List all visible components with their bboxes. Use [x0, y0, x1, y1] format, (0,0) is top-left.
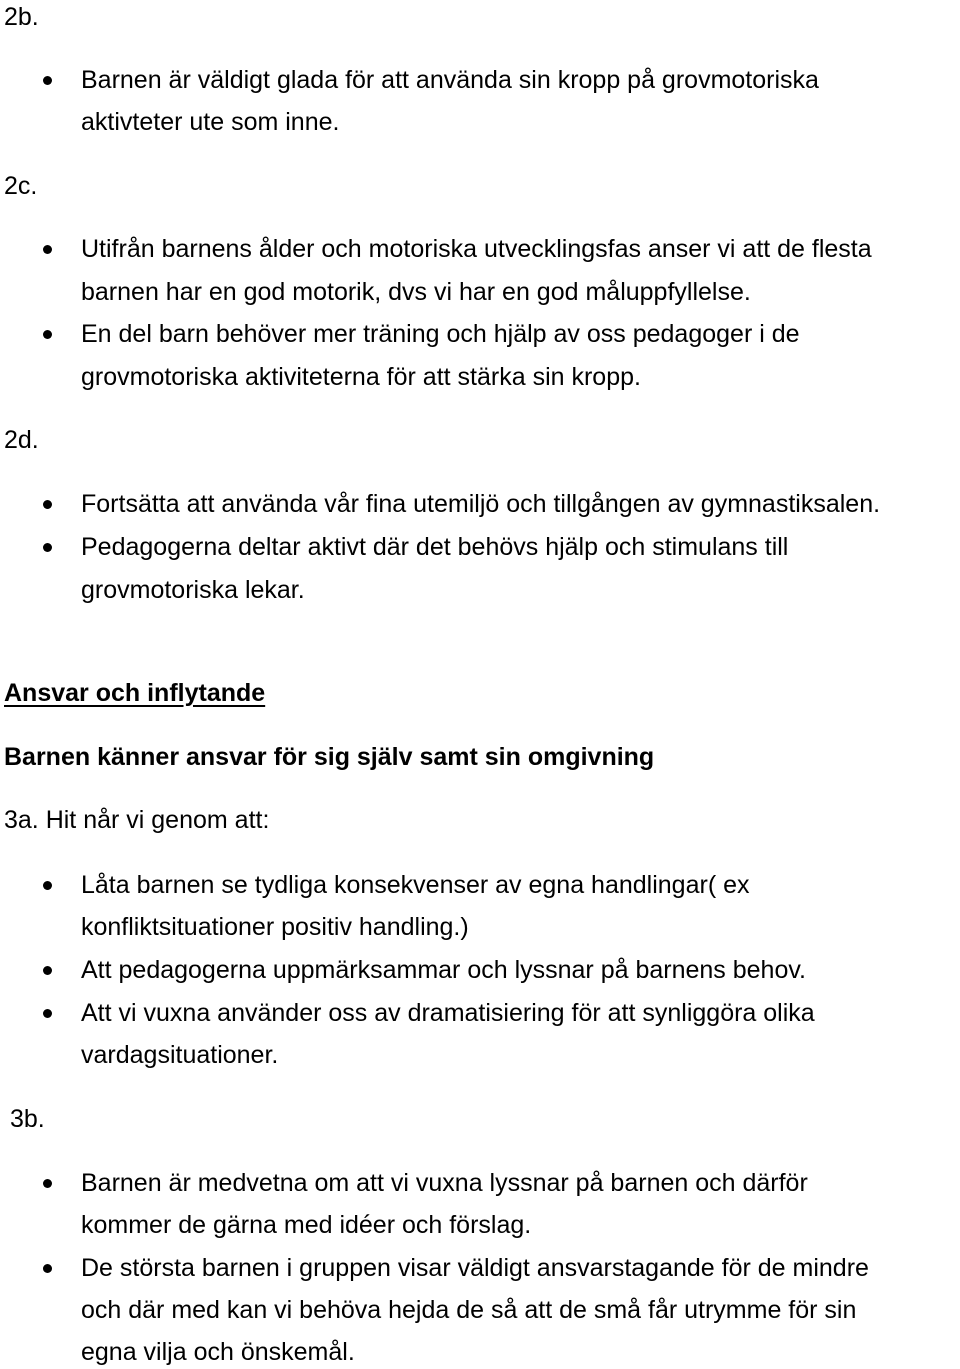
list-item-text: Låta barnen se tydliga konsekvenser av egna handlingar( ex: [81, 871, 750, 899]
list-item-text: De största barnen i gruppen visar väldigt ansvarstagande för de mindre: [81, 1254, 869, 1282]
list-item-text: och där med kan vi behöva hejda de så att de små får utrymme för sin: [81, 1296, 857, 1324]
list-item-text: grovmotoriska lekar.: [81, 576, 305, 604]
section-title: Ansvar och inflytande: [4, 679, 266, 707]
list-item-text: grovmotoriska aktiviteterna för att stärka sin kropp.: [81, 363, 641, 391]
bullet-icon: [43, 1009, 52, 1018]
list-item-text: aktivteter ute som inne.: [81, 108, 340, 136]
section-label-2d: 2d.: [4, 426, 39, 454]
bullet-icon: [43, 330, 52, 339]
list-item-text: egna vilja och önskemål.: [81, 1338, 355, 1366]
list-item-text: barnen har en god motorik, dvs vi har en god måluppfyllelse.: [81, 278, 751, 306]
list-item-text: vardagsituationer.: [81, 1041, 279, 1069]
bullet-icon: [43, 1179, 52, 1188]
list-item-text: Fortsätta att använda vår fina utemiljö och tillgången av gymnastiksalen.: [81, 490, 881, 518]
section-label-3a: 3a. Hit når vi genom att:: [4, 806, 270, 834]
bullet-icon: [43, 966, 52, 975]
bullet-icon: [43, 1264, 52, 1273]
list-item-text: Utifrån barnens ålder och motoriska utvecklingsfas anser vi att de flesta: [81, 235, 872, 263]
bullet-icon: [43, 543, 52, 552]
section-label-2c: 2c.: [4, 172, 38, 200]
goal-heading: Barnen känner ansvar för sig själv samt sin omgivning: [4, 743, 655, 771]
bullet-icon: [43, 881, 52, 890]
section-label-3b: 3b.: [10, 1105, 45, 1133]
bullet-icon: [43, 245, 52, 254]
list-item-text: En del barn behöver mer träning och hjälp av oss pedagoger i de: [81, 320, 800, 348]
bullet-icon: [43, 500, 52, 509]
list-item-text: Barnen är väldigt glada för att använda sin kropp på grovmotoriska: [81, 66, 819, 94]
list-item-text: konfliktsituationer positiv handling.): [81, 913, 469, 941]
list-item-text: Att vi vuxna använder oss av dramatisiering för att synliggöra olika: [81, 999, 815, 1027]
list-item-text: Barnen är medvetna om att vi vuxna lyssnar på barnen och därför: [81, 1169, 808, 1197]
section-label-2b: 2b.: [4, 3, 39, 31]
list-item-text: kommer de gärna med idéer och förslag.: [81, 1211, 532, 1239]
list-item-text: Att pedagogerna uppmärksammar och lyssnar på barnens behov.: [81, 956, 806, 984]
list-item-text: Pedagogerna deltar aktivt där det behövs hjälp och stimulans till: [81, 533, 789, 561]
bullet-icon: [43, 76, 52, 85]
